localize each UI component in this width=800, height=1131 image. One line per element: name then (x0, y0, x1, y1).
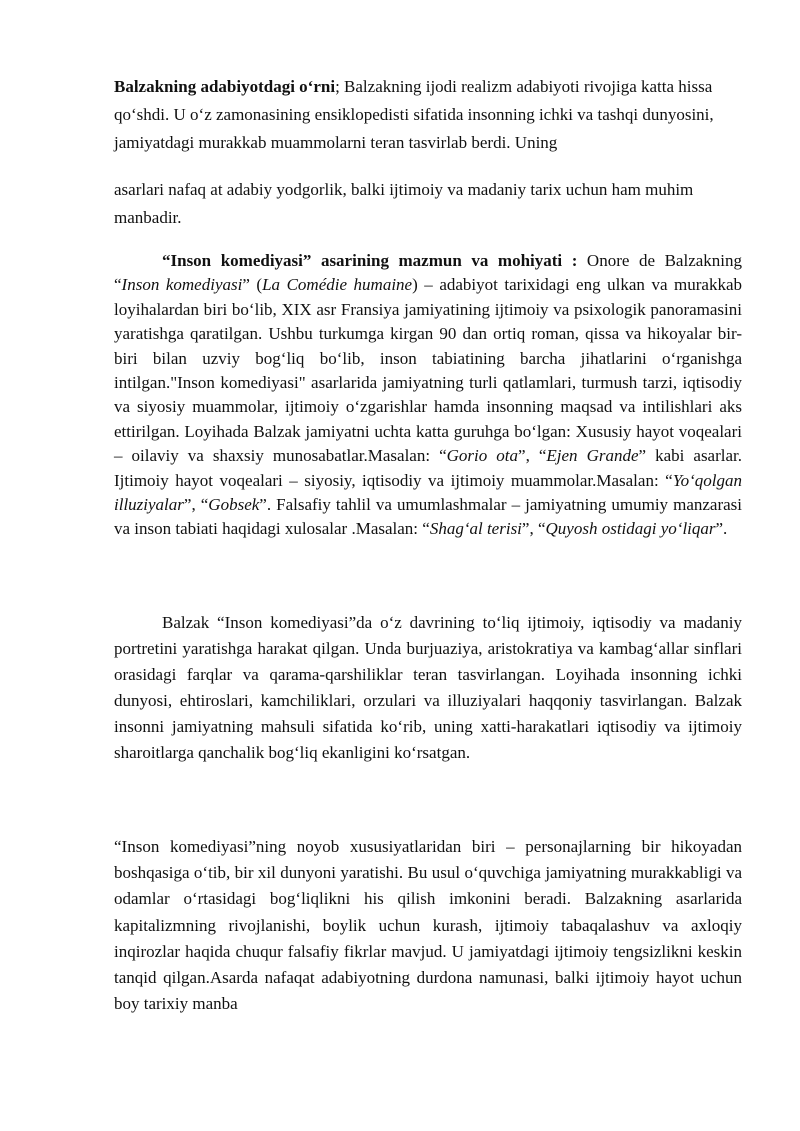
intro-continuation: asarlari nafaq at adabiy yodgorlik, balki ijtimoiy va madaniy tarix uchun ham muhim manbadir. (114, 180, 694, 227)
section-text: Onore de Balzakning “ (114, 251, 743, 295)
intro-heading: Balzakning adabiyotdagi o‘rni (114, 77, 336, 96)
section-text: ”. Falsafiy tahlil va umumlashmalar – jamiyatning umumiy manzarasi va inson tabiati haqidagi xulosalar .Masalan: “ (114, 495, 742, 539)
intro-text: Balzakning ijodi realizm adabiyoti rivojiga katta hissa qo‘shdi. U o‘z zamonasining ensiklopedisti sifatida insonning ichki va tashqi dunyosini, jamiyatdagi murakkab muammolarni teran tasvirlab berdi. Uning (114, 77, 714, 152)
work-title-gobsek: Gobsek (208, 495, 260, 515)
section-heading: “Inson komediyasi” asarining mazmun va mohiyati : (162, 251, 578, 270)
work-title-yoqolgan-illuziyalar: Yo‘qolgan illuziyalar (114, 470, 742, 515)
intro-separator: ; (335, 77, 345, 96)
work-title-gorio-ota: Gorio ota (446, 446, 519, 466)
section-paragraph (114, 249, 742, 542)
section-text: ) – adabiyot tarixidagi eng ulkan va murakkab loyihalardan biri bo‘lib, XIX asr Fransiya jamiyatining ijtimoiy va psixologik panoramasini yaratishga qaratilgan. Ushbu turkumga kirgan 90 dan ortiq roman, qissa va hikoyalar bir-biri bilan uzviy bog‘liq bo‘lib, inson tabiatining barcha jihatlarini o‘rganishga intilgan."Inson komediyasi" asarlarida jamiyatning turli qatlamlari, turmush tarzi, iqtisodiy va siyosiy muammolar, ijtimoiy o‘zgarishlar hamda insonning maqsad va intilishlari aks ettirilgan. Loyihada Balzak jamiyatni uchta katta guruhga bo‘lgan: Xususiy hayot voqealari – oilaviy va shaxsiy munosabatlar.Masalan: “ (114, 275, 742, 466)
work-title-ejen-grande: Ejen Grande (546, 446, 639, 466)
work-title-inson-komediyasi: Inson komediyasi (121, 275, 243, 295)
section-text: ”, “ (183, 495, 209, 515)
section-text: ”, “ (518, 446, 547, 466)
intro-paragraph (114, 73, 742, 157)
work-title-la-comedie-humaine: La Comédie humaine (262, 275, 413, 295)
work-title-quyosh-ostidagi: Quyosh ostidagi yo‘liqar (545, 519, 716, 539)
body-paragraph-characters: “Inson komediyasi”ning noyob xususiyatlaridan biri – personajlarning bir hikoyadan boshqasiga o‘tib, bir xil dunyoni yaratishi. Bu usul o‘quvchiga jamiyatning murakkabligi va odamlar o‘rtasidagi bog‘liqlikni his qilish imkonini beradi. Balzakning asarlarida kapitalizmning rivojlanishi, boylik uchun kurash, ijtimoiy tabaqalashuv va axloqiy inqirozlar haqida chuqur falsafiy fikrlar mavjud. U jamiyatdagi ijtimoiy tengsizlikni keskin tanqid qilgan.Asarda nafaqat adabiyotning durdona namunasi, balki ijtimoiy hayot uchun boy tarixiy manba (114, 837, 742, 1014)
section-text: ”, “ (521, 519, 546, 539)
body-paragraph-portrait: Balzak “Inson komediyasi”da o‘z davrining to‘liq ijtimoiy, iqtisodiy va madaniy portretini yaratishga harakat qilgan. Unda burjuaziya, aristokratiya va kambag‘allar sinflari orasidagi farqlar va qarama-qarshiliklar teran tasvirlangan. Loyihada insonning ichki dunyosi, ehtiroslari, kamchiliklari, orzulari va illuziyalari haqqoniy tasvirlangan. Balzak insonni jamiyatning mahsuli sifatida ko‘rib, uning xatti-harakatlari iqtisodiy va ijtimoiy sharoitlarga qanchalik bog‘liq ekanligini ko‘rsatgan. (114, 613, 742, 762)
work-title-shagal-terisi: Shag‘al terisi (429, 519, 522, 539)
section-text: ”. (715, 519, 728, 539)
section-text: ” ( (242, 275, 263, 295)
section-text: ” kabi asarlar. Ijtimoiy hayot voqealari – siyosiy, iqtisodiy va ijtimoiy muammolar.Masalan: “ (114, 446, 743, 490)
